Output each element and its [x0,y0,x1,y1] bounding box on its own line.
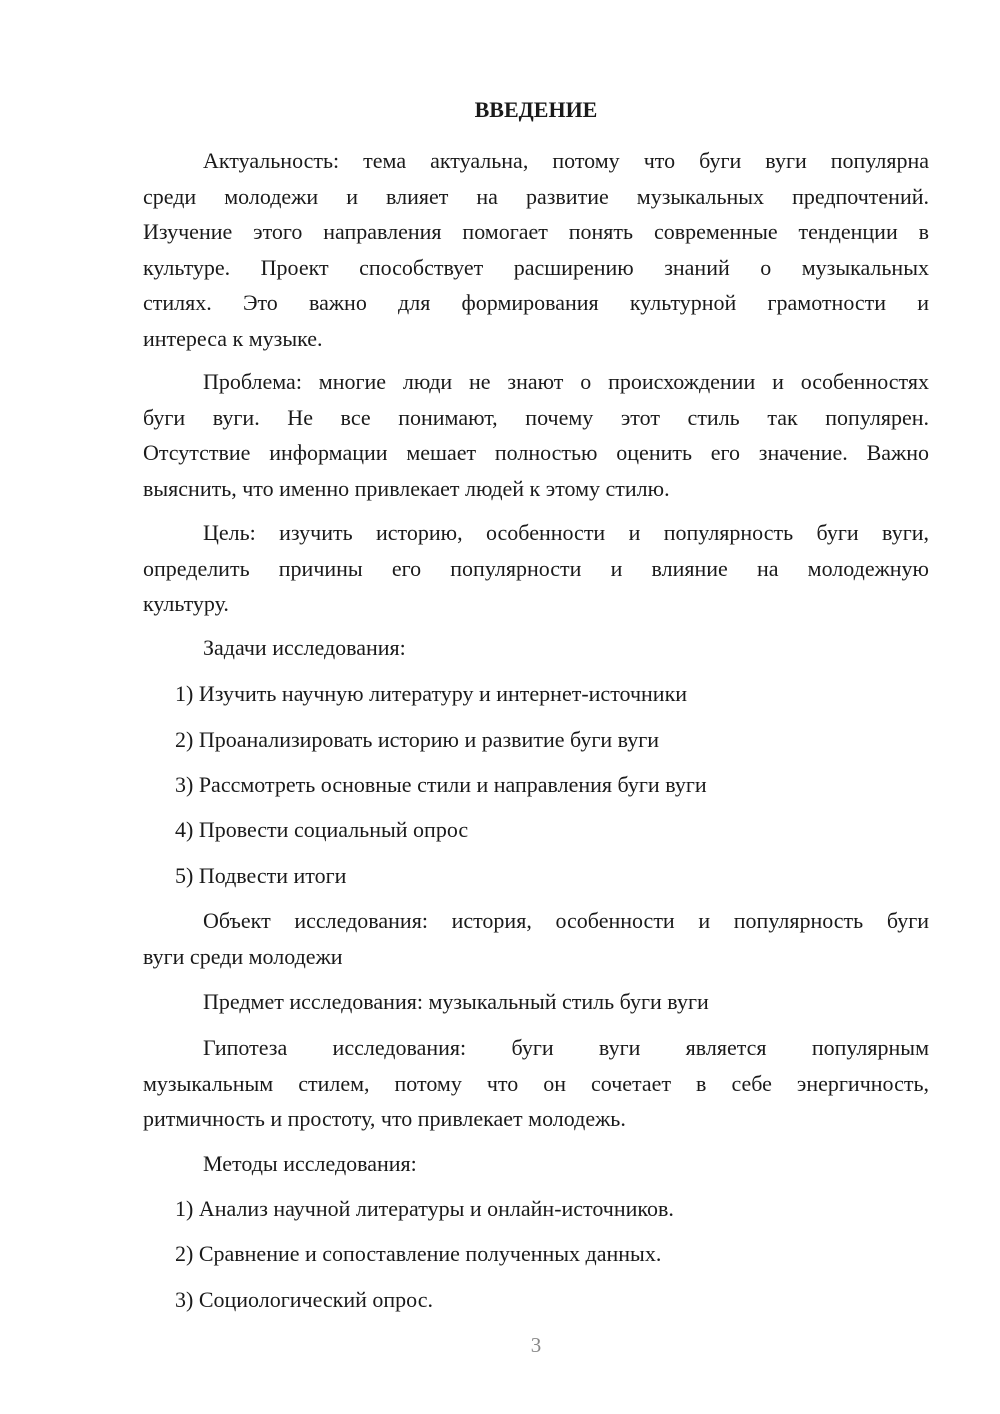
text-line: определить причины его популярности и влияние на молодежную [143,555,929,581]
text-line: буги вуги. Не все понимают, почему этот стиль так популярен. [143,404,929,430]
relevance-paragraph [143,143,929,356]
object-paragraph [143,903,929,974]
method-item: 1) Анализ научной литературы и онлайн-источников. [175,1196,674,1221]
problem-paragraph [143,364,929,506]
text-line: Актуальность: тема актуальна, потому что буги вуги популярна [203,148,929,173]
text-line: культуру. [143,591,229,616]
task-item: 4) Провести социальный опрос [175,817,469,842]
task-item: 3) Рассмотреть основные стили и направления буги вуги [175,772,707,797]
method-item: 2) Сравнение и сопоставление полученных данных. [175,1241,662,1266]
hypothesis-paragraph [143,1030,929,1137]
goal-paragraph [143,515,929,622]
task-item: 5) Подвести итоги [175,863,347,888]
page-number: 3 [530,1333,542,1357]
subject-line: Предмет исследования: музыкальный стиль буги вуги [203,989,709,1014]
text-line: музыкальным стилем, потому что он сочетает в себе энергичность, [143,1070,929,1096]
text-line: интереса к музыке. [143,325,323,351]
task-item: 2) Проанализировать историю и развитие буги вуги [175,727,660,752]
text-line: Отсутствие информации мешает полностью оценить его значение. Важно [143,440,929,465]
tasks-heading: Задачи исследования: [203,635,406,660]
text-line: среди молодежи и влияет на развитие музыкальных предпочтений. [143,183,929,209]
text-line: Цель: изучить историю, особенности и популярность буги вуги, [203,520,929,545]
page-title: ВВЕДЕНИЕ [474,97,598,122]
text-line: культуре. Проект способствует расширению знаний о музыкальных [143,254,929,280]
text-line: Гипотеза исследования: буги вуги является популярным [203,1035,929,1060]
text-line: ритмичность и простоту, что привлекает молодежь. [143,1106,626,1131]
text-line: стилях. Это важно для формирования культурной грамотности и [143,290,929,315]
text-line: Проблема: многие люди не знают о происхождении и особенностях [203,369,929,394]
text-line: выяснить, что именно привлекает людей к этому стилю. [143,475,670,501]
task-item: 1) Изучить научную литературу и интернет-источники [175,681,688,706]
methods-heading: Методы исследования: [203,1151,417,1176]
text-line: Изучение этого направления помогает понять современные тенденции в [143,219,929,244]
text-line: Объект исследования: история, особенности и популярность буги [203,908,929,933]
method-item: 3) Социологический опрос. [175,1287,433,1312]
text-line: вуги среди молодежи [143,943,343,969]
